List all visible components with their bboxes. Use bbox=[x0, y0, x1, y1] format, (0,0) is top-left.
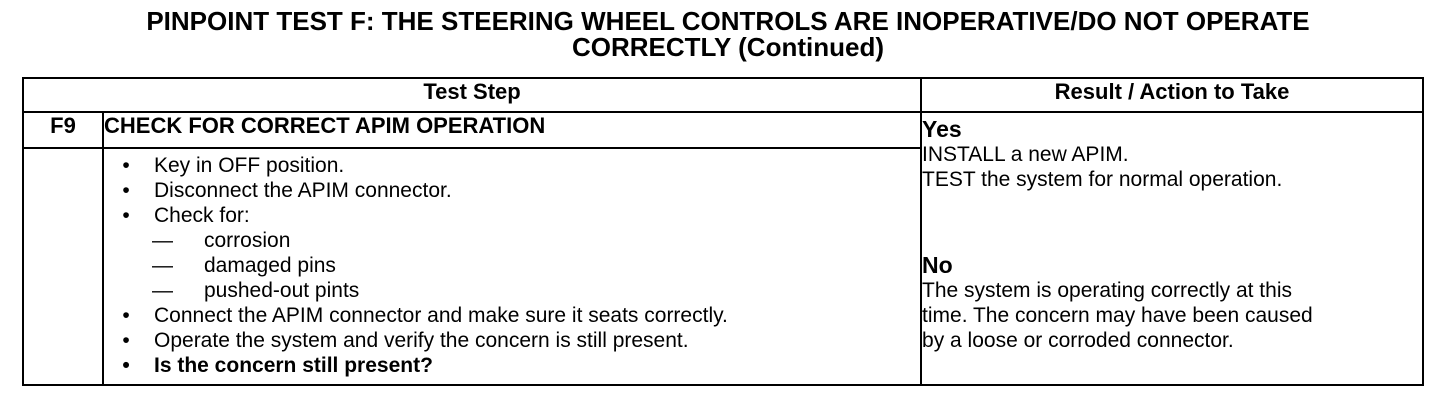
question-text: Is the concern still present? bbox=[154, 354, 433, 377]
list-item bbox=[104, 303, 920, 328]
list-item bbox=[104, 153, 920, 178]
result-yes bbox=[922, 113, 1422, 192]
bullet-icon: • bbox=[122, 179, 130, 202]
result-yes-line: INSTALL a new APIM. bbox=[922, 143, 1129, 166]
step-number-blank bbox=[23, 148, 103, 385]
result-yes-line: TEST the system for normal operation. bbox=[922, 168, 1283, 191]
instruction-text: Operate the system and verify the concern is still present. bbox=[154, 329, 689, 352]
page-title-line-1: PINPOINT TEST F: THE STEERING WHEEL CONTROLS ARE INOPERATIVE/DO NOT OPERATE bbox=[146, 6, 1310, 36]
result-no-line: time. The concern may have been caused bbox=[922, 304, 1313, 327]
header-result-action: Result / Action to Take bbox=[921, 78, 1423, 112]
result-no-label: No bbox=[922, 252, 953, 278]
sub-list-item bbox=[104, 278, 920, 303]
instruction-list bbox=[104, 149, 920, 384]
list-item bbox=[104, 203, 920, 228]
sub-list-item bbox=[104, 228, 920, 253]
list-item bbox=[104, 178, 920, 203]
table-header-row bbox=[23, 78, 1423, 112]
bullet-icon: • bbox=[122, 154, 130, 177]
list-item-question bbox=[104, 353, 920, 378]
bullet-icon: • bbox=[122, 204, 130, 227]
bullet-icon: • bbox=[122, 329, 130, 352]
result-no-line: by a loose or corroded connector. bbox=[922, 329, 1234, 352]
step-number: F9 bbox=[23, 112, 103, 148]
sub-instruction-text: damaged pins bbox=[204, 254, 336, 277]
result-no bbox=[922, 192, 1422, 357]
list-item bbox=[104, 328, 920, 353]
step-instructions bbox=[103, 148, 921, 385]
instruction-text: Connect the APIM connector and make sure it seats correctly. bbox=[154, 304, 728, 327]
instruction-text: Check for: bbox=[154, 204, 250, 227]
page-title-line-2: CORRECTLY (Continued) bbox=[572, 32, 884, 62]
bullet-icon: • bbox=[122, 354, 130, 377]
instruction-text: Disconnect the APIM connector. bbox=[154, 179, 452, 202]
bullet-icon: • bbox=[122, 304, 130, 327]
sub-list-item bbox=[104, 253, 920, 278]
pinpoint-test-table bbox=[22, 77, 1424, 386]
dash-icon: — bbox=[152, 279, 173, 302]
header-test-step: Test Step bbox=[23, 78, 921, 112]
page-title bbox=[0, 8, 1456, 60]
step-title-row bbox=[23, 112, 1423, 148]
result-cell bbox=[921, 112, 1423, 385]
result-yes-label: Yes bbox=[922, 116, 962, 142]
instruction-text: Key in OFF position. bbox=[154, 154, 345, 177]
sub-instruction-text: pushed-out pints bbox=[204, 279, 360, 302]
dash-icon: — bbox=[152, 229, 173, 252]
result-no-line: The system is operating correctly at this bbox=[922, 279, 1292, 302]
dash-icon: — bbox=[152, 254, 173, 277]
sub-instruction-text: corrosion bbox=[204, 229, 291, 252]
step-title: CHECK FOR CORRECT APIM OPERATION bbox=[103, 112, 921, 148]
